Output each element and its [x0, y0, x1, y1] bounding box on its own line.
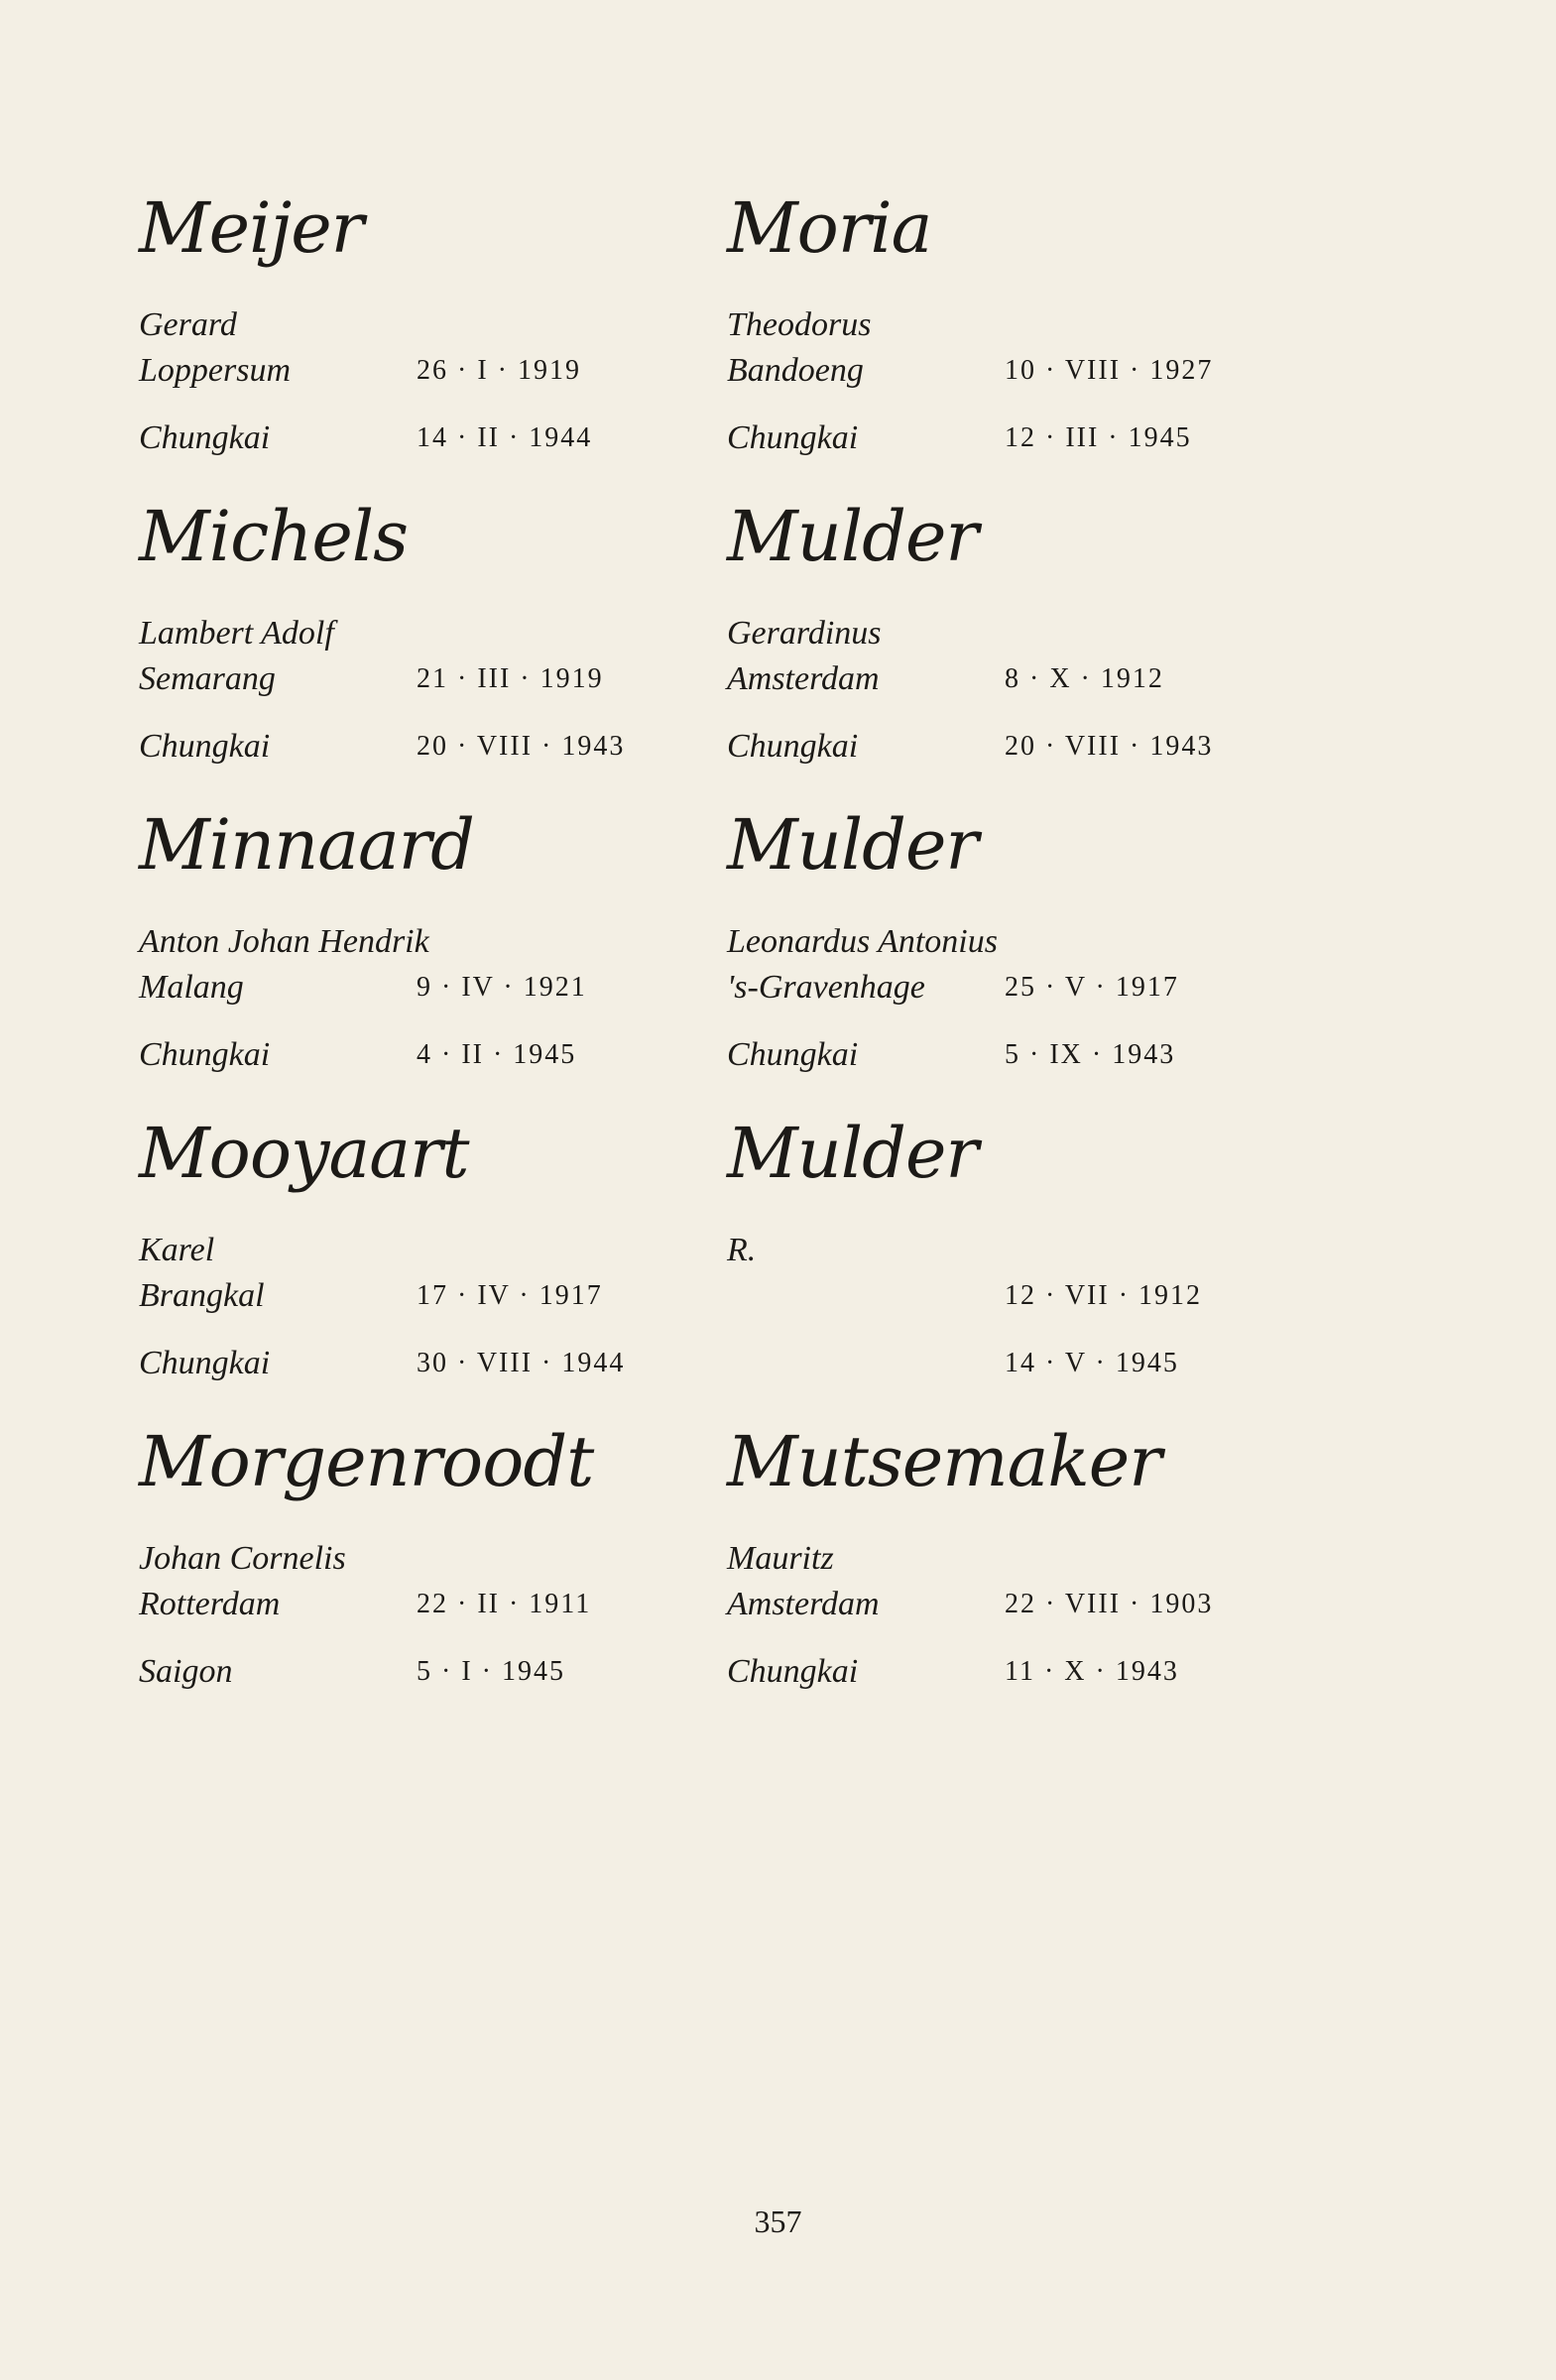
- death-place: Chungkai: [727, 1036, 859, 1073]
- birth-line: [727, 1273, 1282, 1319]
- surname: Mutsemaker: [727, 1421, 1161, 1502]
- surname: Michels: [139, 496, 409, 577]
- memorial-entry: [139, 804, 694, 1119]
- death-line: [139, 1341, 694, 1386]
- surname: Mulder: [727, 804, 978, 886]
- birth-line: [139, 656, 694, 702]
- death-date: 20 · VIII · 1943: [417, 731, 626, 762]
- birth-place: Amsterdam: [727, 660, 880, 697]
- death-line: [727, 1032, 1282, 1078]
- death-place: Chungkai: [727, 1653, 859, 1690]
- birth-place: Amsterdam: [727, 1586, 880, 1622]
- given-names-line: [139, 1228, 694, 1273]
- death-date: 14 · V · 1945: [1005, 1348, 1179, 1378]
- death-line: [727, 1649, 1282, 1695]
- birth-place: Rotterdam: [139, 1586, 281, 1622]
- birth-date: 26 · I · 1919: [417, 355, 581, 386]
- birth-line: [139, 965, 694, 1011]
- given-names-line: [727, 302, 1282, 348]
- death-place: Chungkai: [727, 419, 859, 456]
- memorial-entry: [727, 1113, 1282, 1427]
- death-date: 5 · IX · 1943: [1005, 1039, 1176, 1070]
- surname: Meijer: [139, 187, 364, 269]
- death-line: [727, 724, 1282, 770]
- memorial-entry: [139, 187, 694, 502]
- death-date: 4 · II · 1945: [417, 1039, 577, 1070]
- given-names: Gerard: [139, 306, 237, 343]
- birth-place: 's-Gravenhage: [727, 969, 925, 1006]
- death-line: [139, 1649, 694, 1695]
- given-names-line: [139, 302, 694, 348]
- given-names: Karel: [139, 1232, 215, 1268]
- given-names: Anton Johan Hendrik: [139, 923, 429, 960]
- given-names: Lambert Adolf: [139, 615, 334, 652]
- birth-line: [727, 965, 1282, 1011]
- given-names: Theodorus: [727, 306, 872, 343]
- birth-date: 12 · VII · 1912: [1005, 1280, 1203, 1311]
- birth-date: 10 · VIII · 1927: [1005, 355, 1214, 386]
- given-names-line: [139, 919, 694, 965]
- death-place: Chungkai: [139, 1036, 271, 1073]
- death-date: 14 · II · 1944: [417, 422, 593, 453]
- death-date: 11 · X · 1943: [1005, 1656, 1179, 1687]
- death-date: 5 · I · 1945: [417, 1656, 565, 1687]
- given-names-line: [727, 611, 1282, 656]
- given-names-line: [139, 611, 694, 656]
- given-names-line: [727, 1536, 1282, 1582]
- death-place: Chungkai: [139, 1345, 271, 1381]
- birth-line: [727, 656, 1282, 702]
- death-line: [139, 1032, 694, 1078]
- given-names-line: [727, 919, 1282, 965]
- surname: Mulder: [727, 1113, 978, 1194]
- death-line: [727, 1341, 1282, 1386]
- given-names: Leonardus Antonius: [727, 923, 998, 960]
- birth-place: Loppersum: [139, 352, 292, 389]
- death-date: 20 · VIII · 1943: [1005, 731, 1214, 762]
- death-place: Chungkai: [139, 728, 271, 765]
- surname: Mooyaart: [139, 1113, 469, 1194]
- birth-date: 22 · II · 1911: [417, 1589, 592, 1619]
- birth-date: 17 · IV · 1917: [417, 1280, 603, 1311]
- left-column: [139, 187, 694, 1735]
- birth-date: 22 · VIII · 1903: [1005, 1589, 1214, 1619]
- page-number: 357: [754, 2203, 802, 2239]
- right-column: [727, 187, 1282, 1735]
- memorial-entry: [727, 1421, 1282, 1735]
- death-line: [139, 416, 694, 461]
- birth-place: Brangkal: [139, 1277, 265, 1314]
- given-names: Johan Cornelis: [139, 1540, 346, 1577]
- birth-line: [727, 1582, 1282, 1627]
- memorial-entry: [139, 1421, 694, 1735]
- given-names-line: [139, 1536, 694, 1582]
- surname: Minnaard: [139, 804, 474, 886]
- memorial-entry: [727, 496, 1282, 810]
- given-names: Mauritz: [727, 1540, 834, 1577]
- death-place: Saigon: [139, 1653, 233, 1690]
- birth-place: Malang: [139, 969, 244, 1006]
- birth-date: 21 · III · 1919: [417, 663, 604, 694]
- birth-date: 9 · IV · 1921: [417, 972, 587, 1003]
- birth-line: [139, 1582, 694, 1627]
- death-place: Chungkai: [727, 728, 859, 765]
- surname: Moria: [727, 187, 932, 269]
- birth-line: [727, 348, 1282, 394]
- memorial-entry: [139, 1113, 694, 1427]
- given-names: Gerardinus: [727, 615, 882, 652]
- birth-place: Semarang: [139, 660, 276, 697]
- birth-date: 8 · X · 1912: [1005, 663, 1164, 694]
- surname: Mulder: [727, 496, 978, 577]
- death-place: Chungkai: [139, 419, 271, 456]
- death-line: [139, 724, 694, 770]
- death-line: [727, 416, 1282, 461]
- death-date: 12 · III · 1945: [1005, 422, 1192, 453]
- birth-place: Bandoeng: [727, 352, 864, 389]
- birth-line: [139, 348, 694, 394]
- surname: Morgenroodt: [139, 1421, 594, 1502]
- memorial-entry: [727, 187, 1282, 502]
- memorial-entry: [139, 496, 694, 810]
- memorial-entry: [727, 804, 1282, 1119]
- death-date: 30 · VIII · 1944: [417, 1348, 626, 1378]
- birth-line: [139, 1273, 694, 1319]
- birth-date: 25 · V · 1917: [1005, 972, 1179, 1003]
- given-names-line: [727, 1228, 1282, 1273]
- given-names: R.: [727, 1232, 757, 1268]
